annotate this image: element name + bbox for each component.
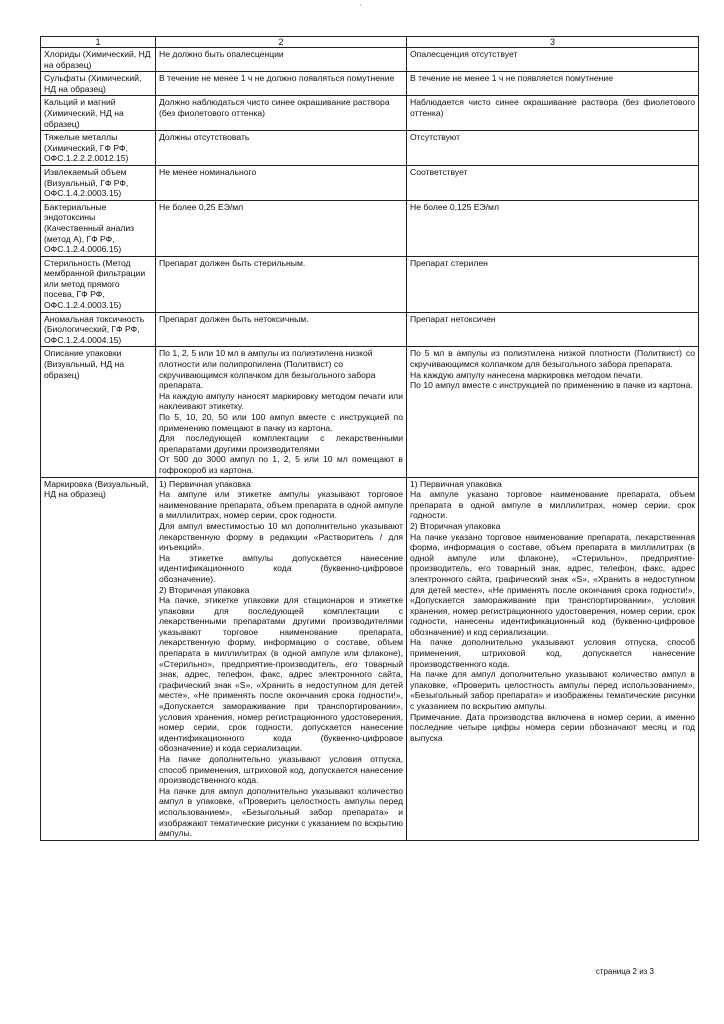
requirement-cell <box>156 131 407 166</box>
result-cell <box>407 347 699 477</box>
result-cell <box>407 477 699 840</box>
result-paragraph: На каждую ампулу нанесена маркировка методом печати. <box>410 369 643 380</box>
requirement-paragraph: На этикетке ампулы допускается нанесение идентификационного кода (буквенно-цифровое обозначение). <box>159 552 403 584</box>
requirement-paragraph: Препарат должен быть нетоксичным. <box>159 313 309 324</box>
requirement-paragraph: Должно наблюдаться чисто синее окрашивание раствора (без фиолетового оттенка) <box>159 97 390 118</box>
requirement-cell <box>156 256 407 312</box>
result-cell <box>407 131 699 166</box>
requirement-cell <box>156 165 407 200</box>
requirement-paragraph: Не менее номинального <box>159 166 257 177</box>
result-paragraph: По 5 мл в ампулы из полиэтилена низкой плотности (Политвист) со скручивающимся колпачком для безыгольного забора препарата. <box>410 348 695 370</box>
result-paragraph: Препарат стерилен <box>410 257 488 268</box>
parameter-cell: Бактериальные эндотоксины (Качественный анализ (метод А), ГФ РФ, ОФС.1.2.4.0006.15) <box>41 200 156 256</box>
requirement-paragraph: В течение не менее 1 ч не должно появляться помутнение <box>159 73 395 84</box>
result-paragraph: На ампуле указано торговое наименование препарата, объем препарата в одной ампуле в миллилитрах, номер серии, срок годности. <box>410 489 695 521</box>
table-row <box>41 96 699 131</box>
requirement-cell <box>156 312 407 347</box>
parameter-cell: Сульфаты (Химический, НД на образец) <box>41 72 156 96</box>
table-header-row <box>41 37 699 48</box>
result-cell <box>407 96 699 131</box>
result-paragraph: В течение не менее 1 ч не появляется помутнение <box>410 73 613 84</box>
table-row <box>41 72 699 96</box>
result-paragraph: Отсутствуют <box>410 132 461 143</box>
requirement-paragraph: На пачке дополнительно указывают условия отпуска, способ применения, штриховой код, допускается нанесение производственного кода. <box>159 754 403 786</box>
requirement-paragraph: Препарат должен быть стерильным. <box>159 257 306 268</box>
result-paragraph: На пачке указано торговое наименование препарата, лекарственная форма, информация о составе, объем препарата в миллилитрах (в одной ампуле или флаконе), «Стерильно», предприятие-производитель, его товарный знак, адрес, телефон, факс, адрес электронного сайта, графический знак «S», «Хранить в недоступном для детей месте», «Не применять после окончания срока годности!», «Допускается замораживание при транспортировании», условия хранения, номер регистрационного удостоверения, номер серии, срок годности, нанесены идентификационный код (буквенно-цифровое обозначение) и код сериализации. <box>410 531 695 637</box>
result-paragraph: На пачке для ампул дополнительно указывают количество ампул в упаковке, «Проверить целостность ампулы перед использованием», «Безыгольный забор препарата» и изображены тематические рисунки с указанием по вскрытию ампулы. <box>410 669 695 712</box>
requirement-paragraph: От 500 до 3000 ампул по 1, 2, 5 или 10 мл помещают в гофрокороб из картона. <box>159 454 403 475</box>
table-row <box>41 48 699 72</box>
table-row <box>41 347 699 477</box>
requirement-cell <box>156 347 407 477</box>
requirement-paragraph: 2) Вторичная упаковка <box>159 584 250 595</box>
header-col-2: 2 <box>156 37 407 48</box>
result-paragraph: По 10 ампул вместе с инструкцией по применению в пачке из картона. <box>410 380 693 391</box>
parameter-cell: Тяжелые металлы (Химический, ГФ РФ, ОФС.1.2.2.2.0012.15) <box>41 131 156 166</box>
requirement-paragraph: Должны отсутствовать <box>159 132 250 143</box>
requirement-cell <box>156 48 407 72</box>
result-paragraph: 1) Первичная упаковка <box>410 478 502 489</box>
result-paragraph: Опалесценция отсутствует <box>410 49 518 59</box>
requirement-paragraph: На каждую ампулу наносят маркировку методом печати или наклеивают этикетку. <box>159 390 403 412</box>
result-cell <box>407 72 699 96</box>
result-paragraph: Препарат нетоксичен <box>410 313 496 324</box>
table-row <box>41 200 699 256</box>
header-col-3: 3 <box>407 37 699 48</box>
result-cell <box>407 200 699 256</box>
requirement-paragraph: 1) Первичная упаковка <box>159 478 251 489</box>
table-row <box>41 477 699 840</box>
scan-mark: ' <box>360 4 362 11</box>
specification-table <box>40 36 699 841</box>
requirement-paragraph: На пачке для ампул дополнительно указывают количество ампул в упаковке, «Проверить целостность ампулы перед использованием», «Безыгольный забор препарата» и изображают тематические рисунки с указанием по вскрытию ампулы. <box>159 785 403 839</box>
requirement-paragraph: По 1, 2, 5 или 10 мл в ампулы из полиэтилена низкой плотности или полипропилена (Политвист) со скручивающимся колпачком для безыгольного забора препарата. <box>159 348 376 391</box>
parameter-cell: Хлориды (Химический, НД на образец) <box>41 48 156 72</box>
parameter-cell: Извлекаемый объем (Визуальный, ГФ РФ, ОФС.1.4.2.0003.15) <box>41 165 156 200</box>
requirement-paragraph: На пачке, этикетке упаковки для стационаров и этикетке упаковки для последующей комплектации с лекарственными препаратами другими производителями указывают торговое наименование препарата, лекарственную форму, информацию о составе, объем препарата в миллилитрах (в одной ампуле или флаконе), «Стерильно», предприятие-производитель, его товарный знак, адрес, телефон, факс, адрес электронного сайта, графический знак «S», «Хранить в недоступном для детей месте», «Не применять после окончания срока годности!», «Допускается замораживание при транспортировании», условия хранения, номер регистрационного удостоверения, номер серии, срок годности, допускается нанесение идентификационного кода (буквенно-цифровое обозначение) и кода сериализации. <box>159 595 403 754</box>
table-row <box>41 256 699 312</box>
result-cell <box>407 312 699 347</box>
result-cell <box>407 256 699 312</box>
result-paragraph: Наблюдается чисто синее окрашивание раствора (без фиолетового оттенка) <box>410 97 695 118</box>
result-cell <box>407 165 699 200</box>
page-number: страница 2 из 3 <box>595 967 654 976</box>
requirement-paragraph: Для последующей комплектации с лекарственными препаратами другими производителями <box>159 433 403 454</box>
parameter-cell: Маркировка (Визуальный, НД на образец) <box>41 477 156 840</box>
parameter-cell: Кальций и магний (Химический, НД на образец) <box>41 96 156 131</box>
parameter-cell: Стерильность (Метод мембранной фильтрации или метод прямого посева, ГФ РФ, ОФС.1.2.4.0003.15) <box>41 256 156 312</box>
header-col-1: 1 <box>41 37 156 48</box>
requirement-paragraph: Для ампул вместимостью 10 мл дополнительно указывают лекарственную форму в редакции «Растворитель / для инъекций». <box>159 520 403 553</box>
requirement-paragraph: Не более 0,25 ЕЭ/мл <box>159 201 244 212</box>
table-row <box>41 165 699 200</box>
table-row <box>41 131 699 166</box>
result-paragraph: 2) Вторичная упаковка <box>410 520 501 531</box>
requirement-cell <box>156 96 407 131</box>
requirement-cell <box>156 72 407 96</box>
requirement-paragraph: По 5, 10, 20, 50 или 100 ампул вместе с инструкцией по применению помещают в пачку из картона. <box>159 412 403 433</box>
requirement-paragraph: На ампуле или этикетке ампулы указывают торговое наименование препарата, объем препарата в одной ампуле в миллилитрах, номер серии, срок годности. <box>159 489 403 521</box>
parameter-cell: Аномальная токсичность (Биологический, ГФ РФ, ОФС.1.2.4.0004.15) <box>41 312 156 347</box>
parameter-cell: Описание упаковки (Визуальный, НД на образец) <box>41 347 156 477</box>
requirement-paragraph: Не должно быть опалесценции <box>159 49 284 59</box>
requirement-cell <box>156 200 407 256</box>
result-paragraph: Примечание. Дата производства включена в номер серии, а именно последние четыре цифры номера серии обозначают месяц и год выпуска <box>410 711 695 743</box>
result-paragraph: Соответствует <box>410 166 468 177</box>
result-paragraph: Не более 0,125 ЕЭ/мл <box>410 201 499 212</box>
requirement-cell <box>156 477 407 840</box>
table-row <box>41 312 699 347</box>
result-cell <box>407 48 699 72</box>
result-paragraph: На пачке дополнительно указывают условия отпуска, способ применения, штриховой код, допускается нанесение производственного кода. <box>410 637 695 669</box>
